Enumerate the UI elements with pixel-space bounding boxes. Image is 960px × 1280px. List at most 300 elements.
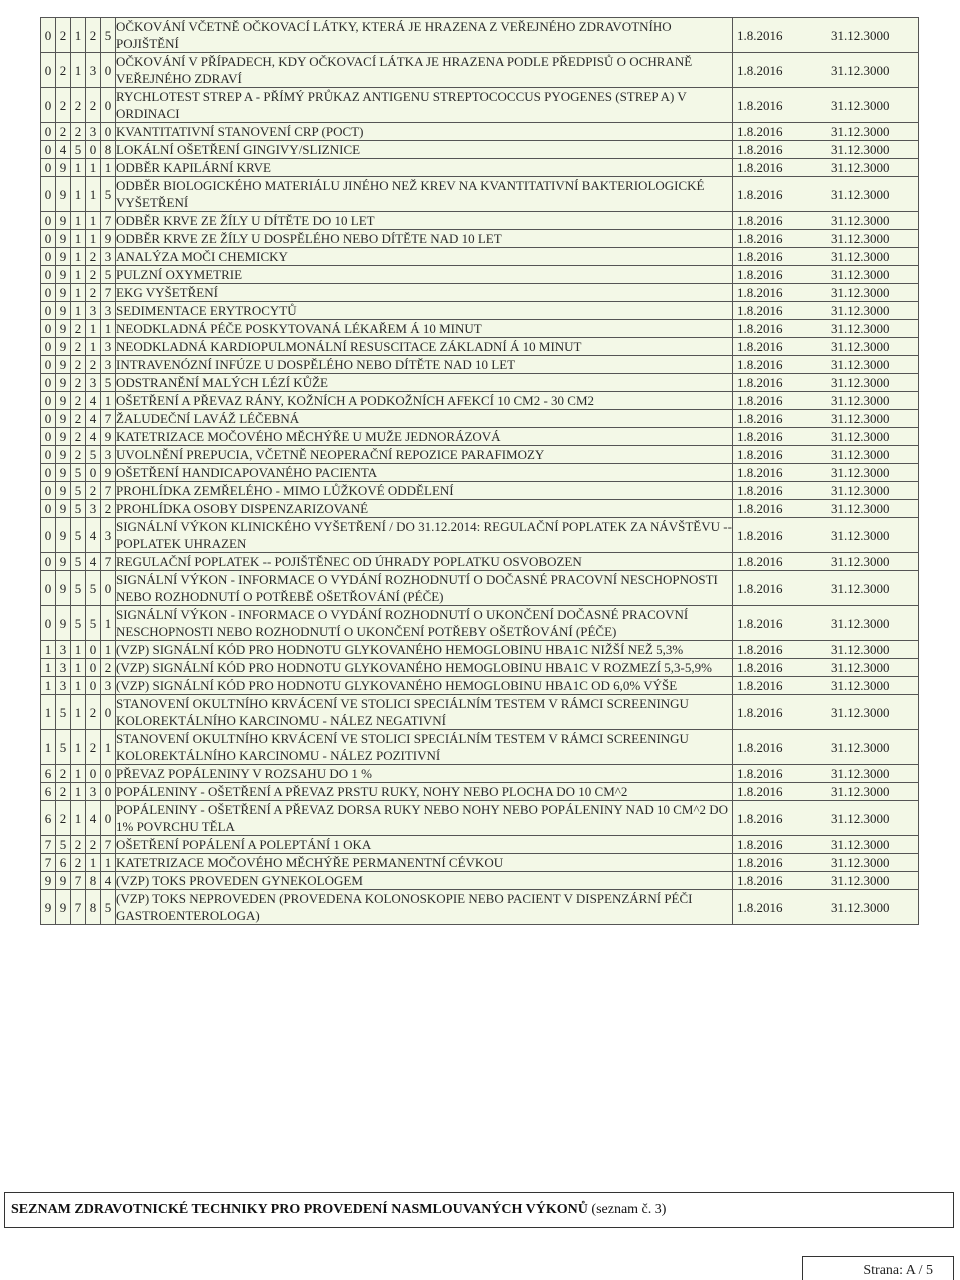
valid-to-date: 31.12.3000 [831, 837, 890, 852]
procedure-table-container [40, 17, 918, 925]
table-row [41, 571, 919, 606]
valid-to-date: 31.12.3000 [831, 855, 890, 870]
code-digit: 1 [71, 801, 86, 836]
code-digit: 1 [71, 230, 86, 248]
code-digit: 3 [86, 374, 101, 392]
code-digit: 2 [71, 446, 86, 464]
validity-cell [733, 123, 919, 141]
valid-from-date: 1.8.2016 [737, 678, 783, 693]
code-digit: 2 [86, 836, 101, 854]
code-digit: 9 [56, 553, 71, 571]
valid-to-date: 31.12.3000 [831, 27, 890, 43]
procedure-table-body [41, 18, 919, 925]
table-row [41, 518, 919, 553]
code-digit: 2 [86, 356, 101, 374]
code-digit: 2 [71, 320, 86, 338]
valid-from-date: 1.8.2016 [737, 501, 783, 516]
code-digit: 0 [41, 392, 56, 410]
valid-to-date: 31.12.3000 [831, 375, 890, 390]
code-digit: 1 [101, 641, 116, 659]
validity-cell [733, 872, 919, 890]
code-digit: 3 [86, 500, 101, 518]
valid-to-date: 31.12.3000 [831, 231, 890, 246]
valid-from-date: 1.8.2016 [737, 899, 783, 915]
code-digit: 3 [86, 123, 101, 141]
code-digit: 0 [41, 553, 56, 571]
table-row [41, 890, 919, 925]
validity-cell [733, 801, 919, 836]
validity-cell [733, 890, 919, 925]
table-row [41, 730, 919, 765]
valid-from-date: 1.8.2016 [737, 267, 783, 282]
table-row [41, 641, 919, 659]
valid-to-date: 31.12.3000 [831, 339, 890, 354]
code-digit: 1 [101, 392, 116, 410]
validity-cell [733, 266, 919, 284]
valid-from-date: 1.8.2016 [737, 393, 783, 408]
procedure-name: OČKOVÁNÍ V PŘÍPADECH, KDY OČKOVACÍ LÁTKA JE HRAZENA PODLE PŘEDPISŮ O OCHRANĚ VEŘEJNÉHO ZDRAVÍ [116, 53, 733, 88]
procedure-name: KVANTITATIVNÍ STANOVENÍ CRP (POCT) [116, 123, 733, 141]
procedure-name: SIGNÁLNÍ VÝKON KLINICKÉHO VYŠETŘENÍ / DO 31.12.2014: REGULAČNÍ POPLATEK ZA NÁVŠTĚVU -- POPLATEK UHRAZEN [116, 519, 732, 551]
code-digit: 0 [101, 88, 116, 123]
code-digit: 0 [101, 53, 116, 88]
valid-to-date: 31.12.3000 [831, 704, 890, 720]
code-digit: 1 [71, 695, 86, 730]
code-digit: 1 [71, 177, 86, 212]
code-digit: 5 [71, 553, 86, 571]
code-digit: 2 [101, 659, 116, 677]
code-digit: 4 [86, 518, 101, 553]
code-digit: 1 [86, 159, 101, 177]
procedure-name: PROHLÍDKA ZEMŘELÉHO - MIMO LŮŽKOVÉ ODDĚLENÍ [116, 482, 733, 500]
code-digit: 5 [101, 177, 116, 212]
valid-to-date: 31.12.3000 [831, 501, 890, 516]
procedure-name: PULZNÍ OXYMETRIE [116, 266, 733, 284]
code-digit: 3 [86, 302, 101, 320]
code-digit: 1 [71, 765, 86, 783]
procedure-name: EKG VYŠETŘENÍ [116, 284, 733, 302]
code-digit: 0 [41, 159, 56, 177]
code-digit: 1 [41, 641, 56, 659]
table-row [41, 410, 919, 428]
code-digit: 0 [41, 606, 56, 641]
valid-to-date: 31.12.3000 [831, 142, 890, 157]
table-row [41, 695, 919, 730]
table-row [41, 428, 919, 446]
code-digit: 0 [86, 659, 101, 677]
code-digit: 0 [41, 302, 56, 320]
code-digit: 0 [101, 695, 116, 730]
validity-cell [733, 730, 919, 765]
validity-cell [733, 248, 919, 266]
valid-to-date: 31.12.3000 [831, 62, 890, 78]
code-digit: 0 [41, 356, 56, 374]
code-digit: 2 [71, 410, 86, 428]
code-digit: 9 [41, 872, 56, 890]
code-digit: 5 [71, 571, 86, 606]
valid-to-date: 31.12.3000 [831, 97, 890, 113]
code-digit: 5 [101, 18, 116, 53]
valid-from-date: 1.8.2016 [737, 615, 783, 631]
valid-from-date: 1.8.2016 [737, 855, 783, 870]
code-digit: 3 [56, 641, 71, 659]
valid-from-date: 1.8.2016 [737, 810, 783, 826]
valid-from-date: 1.8.2016 [737, 357, 783, 372]
code-digit: 3 [56, 659, 71, 677]
valid-to-date: 31.12.3000 [831, 303, 890, 318]
code-digit: 9 [101, 464, 116, 482]
code-digit: 3 [101, 518, 116, 553]
code-digit: 3 [101, 302, 116, 320]
code-digit: 1 [71, 159, 86, 177]
code-digit: 0 [41, 410, 56, 428]
code-digit: 1 [101, 606, 116, 641]
code-digit: 9 [56, 428, 71, 446]
code-digit: 2 [71, 123, 86, 141]
valid-to-date: 31.12.3000 [831, 124, 890, 139]
code-digit: 1 [71, 248, 86, 266]
table-row [41, 765, 919, 783]
valid-from-date: 1.8.2016 [737, 97, 783, 113]
code-digit: 9 [101, 230, 116, 248]
validity-cell [733, 659, 919, 677]
validity-cell [733, 446, 919, 464]
code-digit: 1 [101, 320, 116, 338]
table-row [41, 801, 919, 836]
table-row [41, 248, 919, 266]
section-heading-box [4, 1192, 954, 1228]
valid-from-date: 1.8.2016 [737, 186, 783, 202]
validity-cell [733, 212, 919, 230]
code-digit: 2 [71, 854, 86, 872]
valid-from-date: 1.8.2016 [737, 249, 783, 264]
code-digit: 0 [86, 464, 101, 482]
code-digit: 5 [71, 464, 86, 482]
code-digit: 5 [56, 730, 71, 765]
valid-to-date: 31.12.3000 [831, 321, 890, 336]
table-row [41, 284, 919, 302]
procedure-name: ODBĚR BIOLOGICKÉHO MATERIÁLU JINÉHO NEŽ KREV NA KVANTITATIVNÍ BAKTERIOLOGICKÉ VYŠETŘENÍ [116, 177, 733, 212]
code-digit: 9 [56, 464, 71, 482]
validity-cell [733, 141, 919, 159]
code-digit: 0 [101, 123, 116, 141]
table-row [41, 482, 919, 500]
code-digit: 0 [41, 141, 56, 159]
valid-from-date: 1.8.2016 [737, 231, 783, 246]
validity-cell [733, 302, 919, 320]
valid-to-date: 31.12.3000 [831, 810, 890, 826]
procedure-name: ODBĚR KRVE ZE ŽÍLY U DÍTĚTE DO 10 LET [116, 212, 733, 230]
code-digit: 0 [86, 141, 101, 159]
code-digit: 1 [41, 730, 56, 765]
validity-cell [733, 783, 919, 801]
code-digit: 0 [101, 765, 116, 783]
valid-from-date: 1.8.2016 [737, 411, 783, 426]
code-digit: 2 [56, 765, 71, 783]
valid-to-date: 31.12.3000 [831, 285, 890, 300]
procedure-name: ŽALUDEČNÍ LAVÁŽ LÉČEBNÁ [116, 410, 733, 428]
procedure-name: KATETRIZACE MOČOVÉHO MĚCHÝŘE U MUŽE JEDNORÁZOVÁ [116, 428, 733, 446]
code-digit: 0 [41, 18, 56, 53]
validity-cell [733, 428, 919, 446]
table-row [41, 141, 919, 159]
valid-from-date: 1.8.2016 [737, 142, 783, 157]
code-digit: 9 [56, 890, 71, 925]
validity-cell [733, 177, 919, 212]
code-digit: 5 [101, 374, 116, 392]
page-number-label: Strana: A / 5 [863, 1263, 933, 1278]
procedure-name: (VZP) TOKS PROVEDEN GYNEKOLOGEM [116, 872, 733, 890]
code-digit: 1 [71, 783, 86, 801]
valid-from-date: 1.8.2016 [737, 321, 783, 336]
table-row [41, 872, 919, 890]
code-digit: 1 [86, 177, 101, 212]
procedure-name: REGULAČNÍ POPLATEK -- POJIŠTĚNEC OD ÚHRADY POPLATKU OSVOBOZEN [116, 553, 733, 571]
validity-cell [733, 374, 919, 392]
code-digit: 7 [101, 212, 116, 230]
procedure-name: (VZP) SIGNÁLNÍ KÓD PRO HODNOTU GLYKOVANÉHO HEMOGLOBINU HBA1C OD 6,0% VÝŠE [116, 677, 733, 695]
procedure-name: KATETRIZACE MOČOVÉHO MĚCHÝŘE PERMANENTNÍ CÉVKOU [116, 854, 733, 872]
code-digit: 3 [56, 677, 71, 695]
valid-to-date: 31.12.3000 [831, 249, 890, 264]
code-digit: 0 [41, 123, 56, 141]
table-row [41, 606, 919, 641]
code-digit: 7 [101, 284, 116, 302]
code-digit: 2 [86, 482, 101, 500]
valid-to-date: 31.12.3000 [831, 642, 890, 657]
valid-from-date: 1.8.2016 [737, 124, 783, 139]
code-digit: 5 [56, 695, 71, 730]
code-digit: 1 [86, 320, 101, 338]
valid-to-date: 31.12.3000 [831, 429, 890, 444]
code-digit: 0 [41, 446, 56, 464]
code-digit: 9 [56, 338, 71, 356]
code-digit: 7 [101, 410, 116, 428]
code-digit: 0 [41, 320, 56, 338]
valid-from-date: 1.8.2016 [737, 27, 783, 43]
code-digit: 0 [41, 428, 56, 446]
code-digit: 4 [86, 392, 101, 410]
code-digit: 3 [101, 338, 116, 356]
code-digit: 2 [71, 356, 86, 374]
code-digit: 2 [71, 836, 86, 854]
code-digit: 9 [56, 571, 71, 606]
table-row [41, 320, 919, 338]
table-row [41, 338, 919, 356]
code-digit: 0 [41, 248, 56, 266]
procedure-name: INTRAVENÓZNÍ INFÚZE U DOSPĚLÉHO NEBO DÍTĚTE NAD 10 LET [116, 356, 733, 374]
procedure-name: (VZP) SIGNÁLNÍ KÓD PRO HODNOTU GLYKOVANÉHO HEMOGLOBINU HBA1C V ROZMEZÍ 5,3-5,9% [116, 659, 733, 677]
table-row [41, 553, 919, 571]
code-digit: 4 [86, 410, 101, 428]
validity-cell [733, 53, 919, 88]
valid-from-date: 1.8.2016 [737, 429, 783, 444]
valid-from-date: 1.8.2016 [737, 766, 783, 781]
validity-cell [733, 356, 919, 374]
validity-cell [733, 410, 919, 428]
code-digit: 1 [86, 854, 101, 872]
code-digit: 5 [71, 141, 86, 159]
validity-cell [733, 230, 919, 248]
valid-to-date: 31.12.3000 [831, 784, 890, 799]
code-digit: 5 [101, 266, 116, 284]
valid-from-date: 1.8.2016 [737, 447, 783, 462]
valid-from-date: 1.8.2016 [737, 483, 783, 498]
validity-cell [733, 677, 919, 695]
code-digit: 9 [56, 482, 71, 500]
code-digit: 1 [86, 212, 101, 230]
code-digit: 0 [41, 266, 56, 284]
code-digit: 3 [101, 248, 116, 266]
validity-cell [733, 284, 919, 302]
procedure-name: PŘEVAZ POPÁLENINY V ROZSAHU DO 1 % [116, 765, 733, 783]
code-digit: 2 [56, 801, 71, 836]
code-digit: 0 [41, 53, 56, 88]
validity-cell [733, 18, 919, 53]
table-row [41, 53, 919, 88]
validity-cell [733, 500, 919, 518]
code-digit: 1 [71, 302, 86, 320]
validity-cell [733, 641, 919, 659]
code-digit: 1 [71, 284, 86, 302]
code-digit: 0 [101, 801, 116, 836]
code-digit: 7 [41, 854, 56, 872]
procedure-name: PROHLÍDKA OSOBY DISPENZARIZOVANÉ [116, 500, 733, 518]
code-digit: 9 [56, 606, 71, 641]
code-digit: 0 [101, 783, 116, 801]
code-digit: 9 [56, 446, 71, 464]
code-digit: 8 [86, 872, 101, 890]
table-row [41, 88, 919, 123]
code-digit: 2 [56, 88, 71, 123]
code-digit: 0 [41, 88, 56, 123]
code-digit: 0 [41, 482, 56, 500]
procedure-name: ODSTRANĚNÍ MALÝCH LÉZÍ KŮŽE [116, 374, 733, 392]
valid-from-date: 1.8.2016 [737, 554, 783, 569]
procedure-name: POPÁLENINY - OŠETŘENÍ A PŘEVAZ DORSA RUKY NEBO NOHY NEBO POPÁLENINY NAD 10 CM^2 DO 1% POVRCHU TĚLA [116, 801, 733, 836]
procedure-code-table [40, 17, 919, 925]
valid-from-date: 1.8.2016 [737, 285, 783, 300]
procedure-name: NEODKLADNÁ PÉČE POSKYTOVANÁ LÉKAŘEM Á 10 MINUT [116, 320, 733, 338]
table-row [41, 266, 919, 284]
code-digit: 0 [41, 284, 56, 302]
code-digit: 3 [86, 53, 101, 88]
code-digit: 9 [56, 872, 71, 890]
valid-to-date: 31.12.3000 [831, 483, 890, 498]
table-row [41, 836, 919, 854]
code-digit: 0 [101, 571, 116, 606]
code-digit: 9 [56, 500, 71, 518]
valid-from-date: 1.8.2016 [737, 784, 783, 799]
valid-to-date: 31.12.3000 [831, 554, 890, 569]
code-digit: 0 [41, 518, 56, 553]
validity-cell [733, 392, 919, 410]
code-digit: 0 [86, 765, 101, 783]
code-digit: 2 [101, 500, 116, 518]
table-row [41, 159, 919, 177]
validity-cell [733, 606, 919, 641]
code-digit: 6 [41, 801, 56, 836]
code-digit: 1 [71, 730, 86, 765]
code-digit: 9 [56, 392, 71, 410]
procedure-name: SEDIMENTACE ERYTROCYTŮ [116, 302, 733, 320]
code-digit: 3 [101, 446, 116, 464]
code-digit: 5 [71, 482, 86, 500]
valid-from-date: 1.8.2016 [737, 642, 783, 657]
code-digit: 2 [71, 374, 86, 392]
valid-from-date: 1.8.2016 [737, 739, 783, 755]
code-digit: 0 [86, 677, 101, 695]
code-digit: 1 [101, 730, 116, 765]
table-row [41, 659, 919, 677]
code-digit: 5 [101, 890, 116, 925]
valid-from-date: 1.8.2016 [737, 837, 783, 852]
valid-from-date: 1.8.2016 [737, 704, 783, 720]
valid-to-date: 31.12.3000 [831, 660, 890, 675]
table-row [41, 500, 919, 518]
code-digit: 8 [86, 890, 101, 925]
code-digit: 1 [41, 677, 56, 695]
code-digit: 1 [71, 18, 86, 53]
code-digit: 5 [71, 606, 86, 641]
procedure-name: STANOVENÍ OKULTNÍHO KRVÁCENÍ VE STOLICI SPECIÁLNÍM TESTEM V RÁMCI SCREENINGU KOLOREKTÁLNÍHO KARCINOMU - NÁLEZ POZITIVNÍ [116, 730, 733, 765]
code-digit: 9 [56, 410, 71, 428]
code-digit: 2 [86, 18, 101, 53]
table-row [41, 392, 919, 410]
validity-cell [733, 553, 919, 571]
valid-from-date: 1.8.2016 [737, 527, 783, 543]
table-row [41, 356, 919, 374]
valid-from-date: 1.8.2016 [737, 580, 783, 596]
valid-from-date: 1.8.2016 [737, 213, 783, 228]
code-digit: 8 [101, 141, 116, 159]
valid-to-date: 31.12.3000 [831, 213, 890, 228]
code-digit: 9 [56, 159, 71, 177]
valid-to-date: 31.12.3000 [831, 873, 890, 888]
valid-from-date: 1.8.2016 [737, 339, 783, 354]
code-digit: 2 [86, 730, 101, 765]
code-digit: 9 [56, 177, 71, 212]
table-row [41, 374, 919, 392]
code-digit: 9 [101, 428, 116, 446]
valid-to-date: 31.12.3000 [831, 186, 890, 202]
valid-from-date: 1.8.2016 [737, 303, 783, 318]
procedure-name: SIGNÁLNÍ VÝKON - INFORMACE O VYDÁNÍ ROZHODNUTÍ O DOČASNÉ PRACOVNÍ NESCHOPNOSTI NEBO ROZHODNUTÍ O POTŘEBĚ OŠETŘOVÁNÍ (PÉČE) [116, 571, 733, 606]
validity-cell [733, 765, 919, 783]
code-digit: 3 [86, 783, 101, 801]
code-digit: 0 [41, 464, 56, 482]
procedure-name: OŠETŘENÍ HANDICAPOVANÉHO PACIENTA [116, 464, 733, 482]
validity-cell [733, 518, 919, 553]
code-digit: 6 [41, 783, 56, 801]
code-digit: 1 [101, 854, 116, 872]
table-row [41, 783, 919, 801]
code-digit: 7 [101, 482, 116, 500]
code-digit: 9 [56, 518, 71, 553]
code-digit: 2 [71, 428, 86, 446]
code-digit: 5 [56, 836, 71, 854]
code-digit: 9 [41, 890, 56, 925]
code-digit: 2 [56, 783, 71, 801]
code-digit: 2 [86, 88, 101, 123]
table-row [41, 854, 919, 872]
code-digit: 0 [41, 212, 56, 230]
code-digit: 1 [41, 659, 56, 677]
code-digit: 4 [56, 141, 71, 159]
page-number [802, 1256, 954, 1280]
procedure-name: ODBĚR KRVE ZE ŽÍLY U DOSPĚLÉHO NEBO DÍTĚTE NAD 10 LET [116, 230, 733, 248]
valid-to-date: 31.12.3000 [831, 160, 890, 175]
